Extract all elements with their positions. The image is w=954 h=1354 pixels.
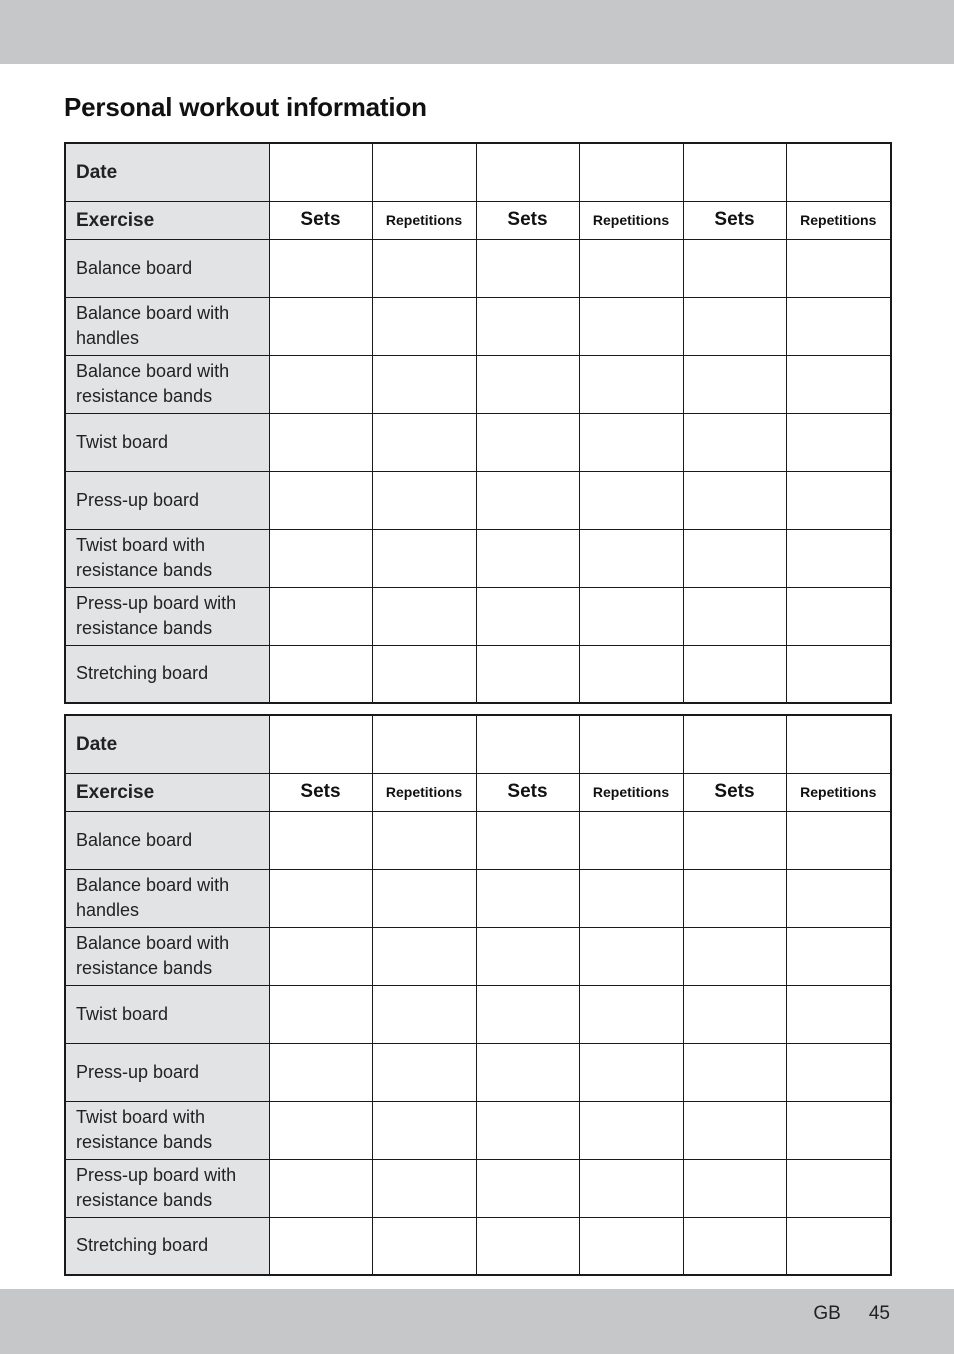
sets-header: Sets [269, 773, 372, 811]
entry-cell[interactable] [786, 239, 891, 297]
entry-cell[interactable] [683, 413, 786, 471]
entry-cell[interactable] [269, 297, 372, 355]
page-title: Personal workout information [64, 92, 427, 122]
entry-cell[interactable] [269, 355, 372, 413]
entry-cell[interactable] [269, 985, 372, 1043]
entry-cell[interactable] [683, 1101, 786, 1159]
exercise-name: Twist board [65, 985, 269, 1043]
sets-header: Sets [683, 201, 786, 239]
repetitions-header: Repetitions [579, 201, 683, 239]
sets-header: Sets [476, 201, 579, 239]
entry-cell[interactable] [476, 1159, 579, 1217]
exercise-name: Balance board with resistance bands [65, 927, 269, 985]
date-cell[interactable] [786, 715, 891, 773]
exercise-row [65, 587, 891, 645]
exercise-name: Balance board with handles [65, 297, 269, 355]
exercise-row [65, 645, 891, 703]
date-row [65, 143, 891, 201]
exercise-name: Stretching board [65, 1217, 269, 1275]
column-header-row [65, 773, 891, 811]
exercise-name: Balance board with handles [65, 869, 269, 927]
entry-cell[interactable] [476, 297, 579, 355]
entry-cell[interactable] [269, 587, 372, 645]
entry-cell[interactable] [683, 1159, 786, 1217]
date-cell[interactable] [372, 715, 476, 773]
entry-cell[interactable] [476, 587, 579, 645]
sets-header: Sets [269, 201, 372, 239]
date-cell[interactable] [683, 143, 786, 201]
sets-header: Sets [476, 773, 579, 811]
entry-cell[interactable] [269, 239, 372, 297]
repetitions-header: Repetitions [372, 201, 476, 239]
exercise-row [65, 1101, 891, 1159]
repetitions-header: Repetitions [372, 773, 476, 811]
exercise-row [65, 811, 891, 869]
entry-cell[interactable] [372, 869, 476, 927]
date-cell[interactable] [476, 715, 579, 773]
entry-cell[interactable] [372, 471, 476, 529]
entry-cell[interactable] [579, 1217, 683, 1275]
entry-cell[interactable] [579, 529, 683, 587]
entry-cell[interactable] [372, 587, 476, 645]
entry-cell[interactable] [476, 355, 579, 413]
date-row [65, 715, 891, 773]
entry-cell[interactable] [372, 1217, 476, 1275]
entry-cell[interactable] [579, 239, 683, 297]
entry-cell[interactable] [786, 1217, 891, 1275]
entry-cell[interactable] [269, 869, 372, 927]
entry-cell[interactable] [683, 869, 786, 927]
entry-cell[interactable] [372, 811, 476, 869]
workout-table-2 [64, 714, 892, 1276]
entry-cell[interactable] [476, 471, 579, 529]
entry-cell[interactable] [372, 1043, 476, 1101]
entry-cell[interactable] [579, 413, 683, 471]
footer-band [0, 1289, 954, 1354]
entry-cell[interactable] [579, 811, 683, 869]
entry-cell[interactable] [786, 471, 891, 529]
entry-cell[interactable] [579, 869, 683, 927]
entry-cell[interactable] [476, 1101, 579, 1159]
entry-cell[interactable] [476, 927, 579, 985]
workout-table-1 [64, 142, 892, 704]
entry-cell[interactable] [476, 1043, 579, 1101]
exercise-name: Balance board [65, 239, 269, 297]
exercise-row [65, 1217, 891, 1275]
repetitions-header: Repetitions [786, 201, 891, 239]
entry-cell[interactable] [579, 927, 683, 985]
entry-cell[interactable] [786, 587, 891, 645]
entry-cell[interactable] [579, 1101, 683, 1159]
exercise-name: Twist board with resistance bands [65, 529, 269, 587]
exercise-name: Stretching board [65, 645, 269, 703]
entry-cell[interactable] [683, 645, 786, 703]
exercise-row [65, 529, 891, 587]
entry-cell[interactable] [579, 587, 683, 645]
date-cell[interactable] [372, 143, 476, 201]
entry-cell[interactable] [786, 1159, 891, 1217]
entry-cell[interactable] [269, 1043, 372, 1101]
entry-cell[interactable] [372, 645, 476, 703]
entry-cell[interactable] [786, 811, 891, 869]
entry-cell[interactable] [269, 471, 372, 529]
entry-cell[interactable] [476, 869, 579, 927]
exercise-name: Press-up board with resistance bands [65, 587, 269, 645]
entry-cell[interactable] [786, 927, 891, 985]
date-cell[interactable] [579, 715, 683, 773]
entry-cell[interactable] [579, 471, 683, 529]
entry-cell[interactable] [372, 529, 476, 587]
entry-cell[interactable] [683, 927, 786, 985]
date-label: Date [65, 143, 269, 201]
entry-cell[interactable] [683, 587, 786, 645]
entry-cell[interactable] [372, 297, 476, 355]
exercise-row [65, 471, 891, 529]
exercise-row [65, 1043, 891, 1101]
date-cell[interactable] [269, 143, 372, 201]
entry-cell[interactable] [269, 413, 372, 471]
entry-cell[interactable] [786, 355, 891, 413]
entry-cell[interactable] [269, 1159, 372, 1217]
entry-cell[interactable] [269, 529, 372, 587]
exercise-name: Twist board [65, 413, 269, 471]
entry-cell[interactable] [683, 1043, 786, 1101]
exercise-name: Balance board [65, 811, 269, 869]
entry-cell[interactable] [476, 645, 579, 703]
entry-cell[interactable] [372, 413, 476, 471]
entry-cell[interactable] [372, 985, 476, 1043]
entry-cell[interactable] [476, 1217, 579, 1275]
exercise-name: Press-up board [65, 1043, 269, 1101]
entry-cell[interactable] [372, 355, 476, 413]
entry-cell[interactable] [372, 927, 476, 985]
entry-cell[interactable] [786, 869, 891, 927]
exercise-row [65, 869, 891, 927]
entry-cell[interactable] [683, 297, 786, 355]
entry-cell[interactable] [579, 645, 683, 703]
entry-cell[interactable] [269, 927, 372, 985]
date-cell[interactable] [269, 715, 372, 773]
entry-cell[interactable] [476, 529, 579, 587]
exercise-name: Press-up board with resistance bands [65, 1159, 269, 1217]
exercise-row [65, 1159, 891, 1217]
repetitions-header: Repetitions [579, 773, 683, 811]
exercise-row [65, 297, 891, 355]
entry-cell[interactable] [269, 811, 372, 869]
exercise-row [65, 239, 891, 297]
entry-cell[interactable] [579, 1159, 683, 1217]
entry-cell[interactable] [683, 811, 786, 869]
language-code: GB [813, 1303, 841, 1324]
entry-cell[interactable] [476, 985, 579, 1043]
exercise-name: Press-up board [65, 471, 269, 529]
page-number: 45 [868, 1303, 890, 1324]
exercise-name: Twist board with resistance bands [65, 1101, 269, 1159]
entry-cell[interactable] [579, 985, 683, 1043]
exercise-name: Balance board with resistance bands [65, 355, 269, 413]
date-cell[interactable] [476, 143, 579, 201]
entry-cell[interactable] [372, 239, 476, 297]
entry-cell[interactable] [786, 529, 891, 587]
entry-cell[interactable] [786, 1043, 891, 1101]
entry-cell[interactable] [683, 529, 786, 587]
exercise-row [65, 355, 891, 413]
entry-cell[interactable] [683, 239, 786, 297]
entry-cell[interactable] [579, 1043, 683, 1101]
exercise-row [65, 413, 891, 471]
entry-cell[interactable] [683, 985, 786, 1043]
entry-cell[interactable] [476, 811, 579, 869]
page-footer [813, 1303, 890, 1325]
entry-cell[interactable] [579, 355, 683, 413]
exercise-row [65, 985, 891, 1043]
entry-cell[interactable] [476, 413, 579, 471]
exercise-label: Exercise [65, 201, 269, 239]
header-band [0, 0, 954, 64]
date-cell[interactable] [579, 143, 683, 201]
exercise-row [65, 927, 891, 985]
date-cell[interactable] [683, 715, 786, 773]
entry-cell[interactable] [683, 1217, 786, 1275]
entry-cell[interactable] [786, 1101, 891, 1159]
entry-cell[interactable] [683, 471, 786, 529]
date-cell[interactable] [786, 143, 891, 201]
entry-cell[interactable] [269, 1217, 372, 1275]
date-label: Date [65, 715, 269, 773]
entry-cell[interactable] [372, 1101, 476, 1159]
exercise-label: Exercise [65, 773, 269, 811]
sets-header: Sets [683, 773, 786, 811]
entry-cell[interactable] [476, 239, 579, 297]
entry-cell[interactable] [786, 413, 891, 471]
column-header-row [65, 201, 891, 239]
entry-cell[interactable] [579, 297, 683, 355]
entry-cell[interactable] [683, 355, 786, 413]
repetitions-header: Repetitions [786, 773, 891, 811]
entry-cell[interactable] [786, 297, 891, 355]
entry-cell[interactable] [786, 645, 891, 703]
entry-cell[interactable] [786, 985, 891, 1043]
entry-cell[interactable] [372, 1159, 476, 1217]
entry-cell[interactable] [269, 1101, 372, 1159]
entry-cell[interactable] [269, 645, 372, 703]
